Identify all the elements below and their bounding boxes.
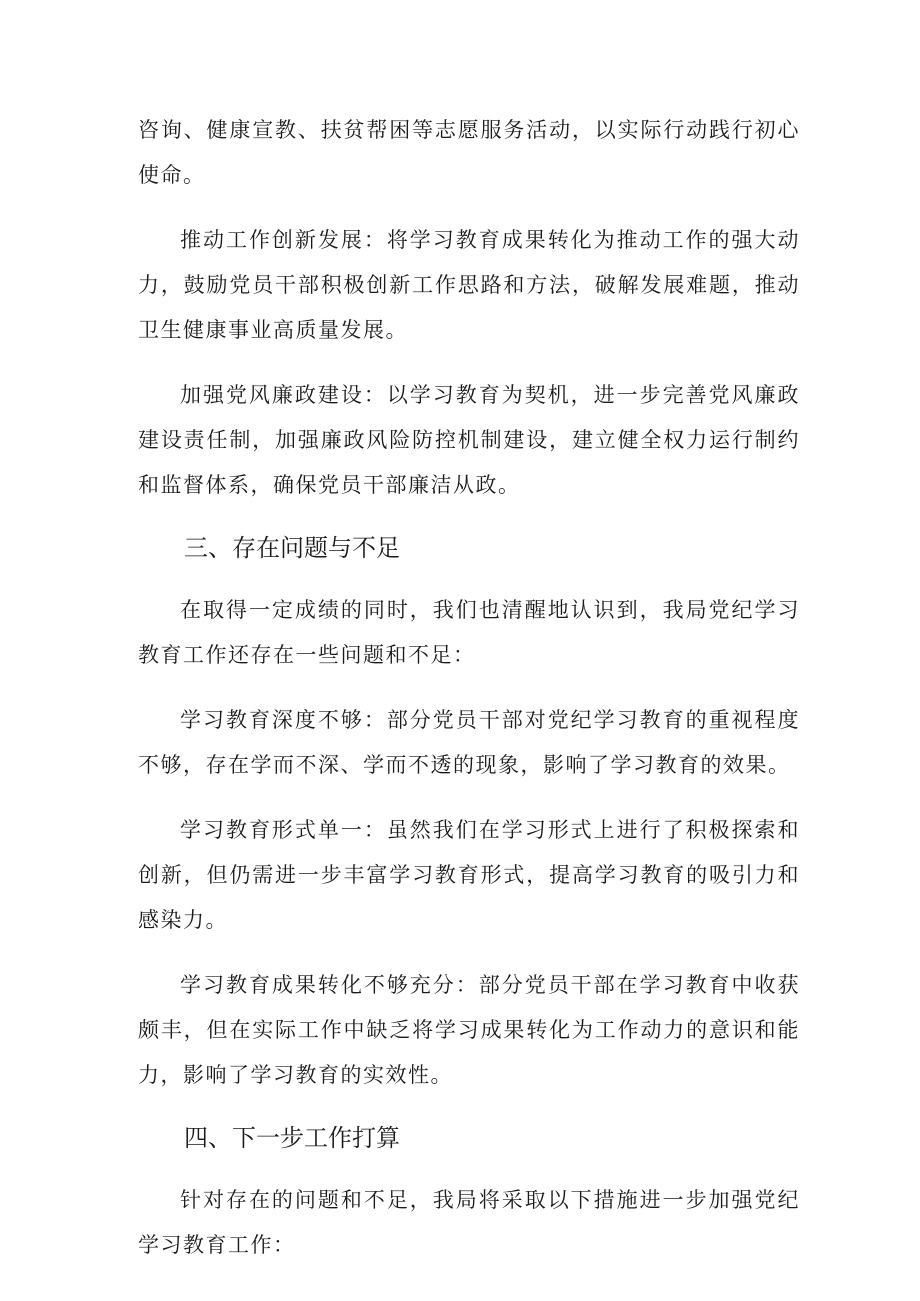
paragraph-innovation: 推动工作创新发展：将学习教育成果转化为推动工作的强大动力，鼓励党员干部积极创新工作思路和方法，破解发展难题，推动卫生健康事业高质量发展。 [138,228,800,342]
paragraph-next-steps-intro: 针对存在的问题和不足，我局将采取以下措施进一步加强党纪学习教育工作： [138,1188,800,1257]
paragraph-continuation: 咨询、健康宣教、扶贫帮困等志愿服务活动，以实际行动践行初心使命。 [138,118,800,187]
paragraph-transformation: 学习教育成果转化不够充分：部分党员干部在学习教育中收获颇丰，但在实际工作中缺乏将学习成果转化为工作动力的意识和能力，影响了学习教育的实效性。 [138,973,800,1087]
document-body [138,108,800,1288]
paragraph-problems-intro: 在取得一定成绩的同时，我们也清醒地认识到，我局党纪学习教育工作还存在一些问题和不足： [138,598,800,667]
paragraph-integrity: 加强党风廉政建设：以学习教育为契机，进一步完善党风廉政建设责任制，加强廉政风险防控机制建设，建立健全权力运行制约和监督体系，确保党员干部廉洁从政。 [138,383,800,497]
paragraph-depth: 学习教育深度不够：部分党员干部对党纪学习教育的重视程度不够，存在学而不深、学而不透的现象，影响了学习教育的效果。 [138,708,800,777]
section-heading-next-steps: 四、下一步工作打算 [184,1124,400,1152]
paragraph-form: 学习教育形式单一：虽然我们在学习形式上进行了积极探索和创新，但仍需进一步丰富学习教育形式，提高学习教育的吸引力和感染力。 [138,818,800,932]
section-heading-problems: 三、存在问题与不足 [184,534,400,562]
